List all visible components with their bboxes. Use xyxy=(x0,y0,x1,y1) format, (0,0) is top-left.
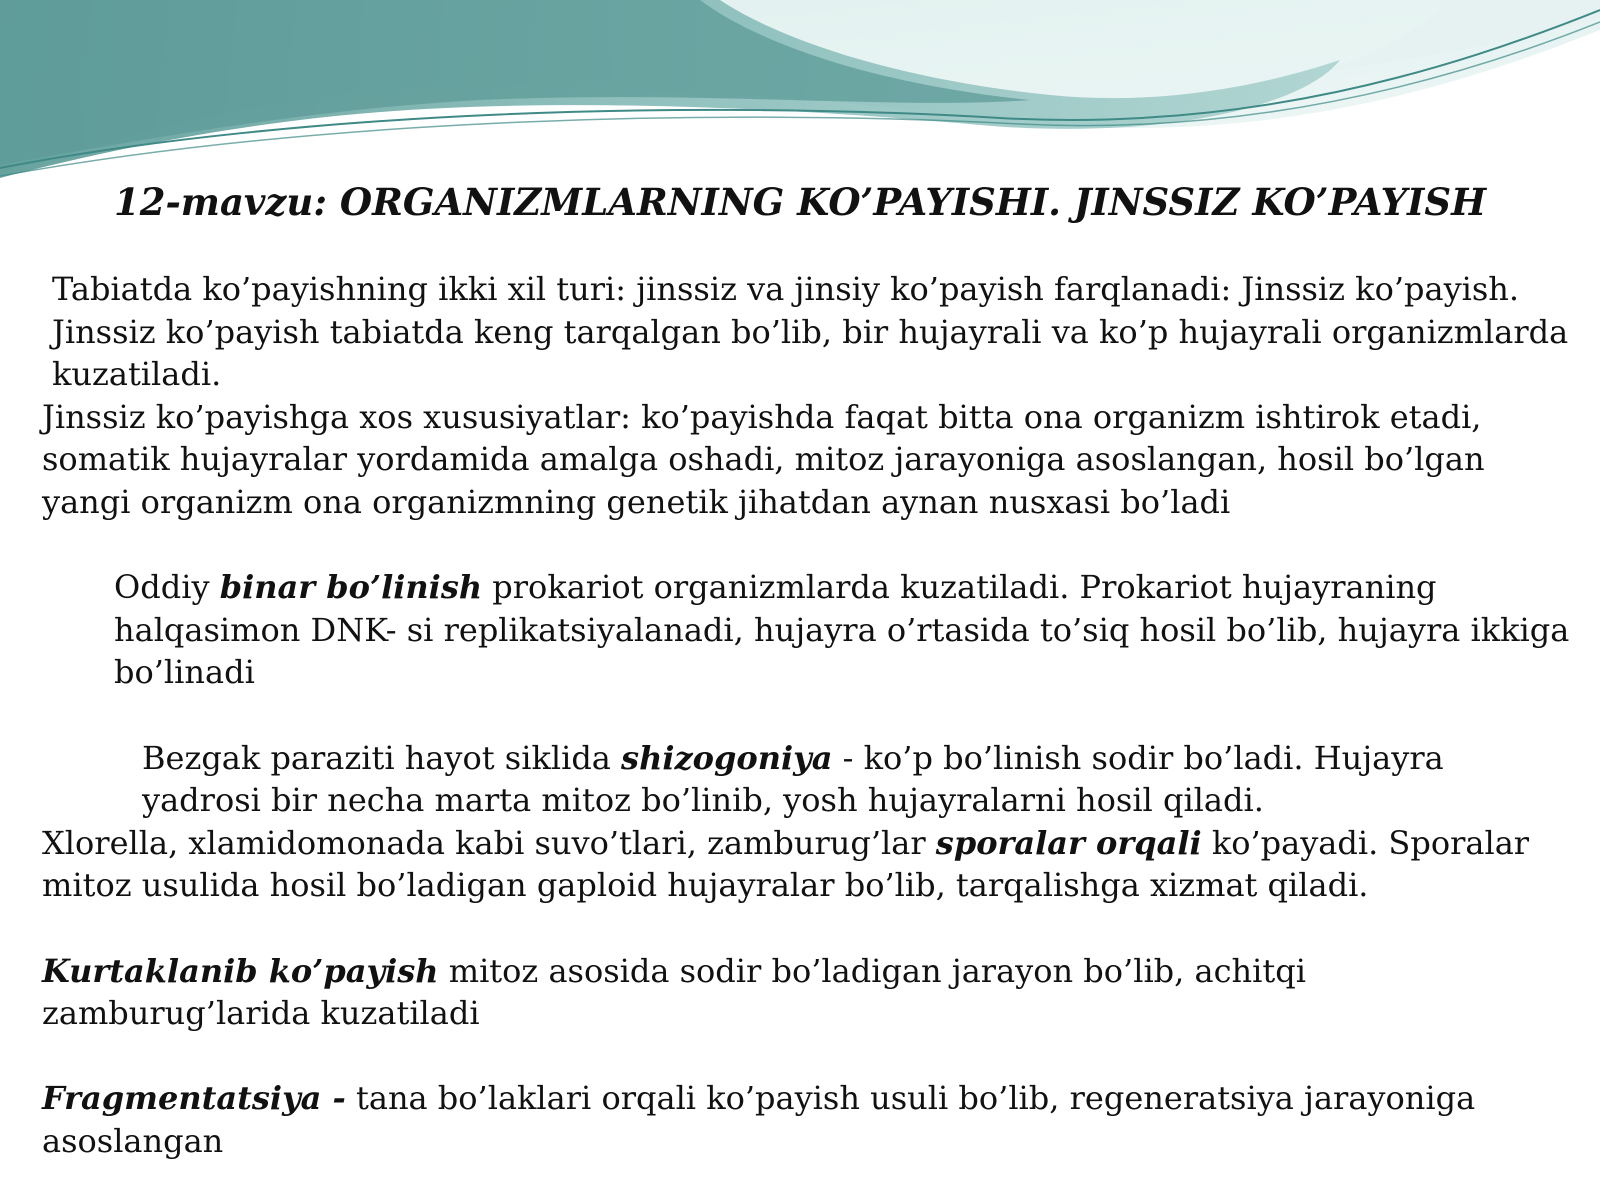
fragmentation-paragraph xyxy=(42,1077,1572,1162)
intro-paragraph: Tabiatda ko’payishning ikki xil turi: jinssiz va jinsiy ko’payish farqlanadi: Jinssiz ko’payish. Jinssiz ko’payish tabiatda keng tarqalgan bo’lib, bir hujayrali va ko’p hujayrali organizmlarda kuzatiladi. xyxy=(52,270,1569,394)
slide-title: 12-mavzu: ORGANIZMLARNING KO’PAYISHI. JINSSIZ KO’PAYISH xyxy=(113,180,1487,224)
features-paragraph: Jinssiz ko’payishga xos xususiyatlar: ko’payishda faqat bitta ona organizm ishtirok etadi, somatik hujayralar yordamida amalga oshadi, mitoz jarayoniga asoslangan, hosil bo’lgan yangi organizm ona organizmning genetik jihatdan aynan nusxasi bo’ladi xyxy=(42,397,1485,521)
schizogony-term: shizogoniya xyxy=(621,738,833,777)
schizogony-after-text: - ko’p bo’linish sodir bo’ladi. Hujayra yadrosi bir necha marta mitoz bo’linib, yosh hujayralarni hosil qiladi. xyxy=(142,738,1444,820)
budding-term: Kurtaklanib ko’payish xyxy=(42,951,439,990)
budding-after-text: mitoz asosida sodir bo’ladigan jarayon bo’lib, achitqi zamburug’larida kuzatiladi xyxy=(42,951,1306,1033)
spacer xyxy=(42,1035,1572,1078)
binary-fission-term: binar bo’linish xyxy=(219,568,483,607)
spacer xyxy=(42,694,1572,737)
binary-fission-paragraph xyxy=(42,566,1572,694)
slide-body xyxy=(42,268,1572,1162)
budding-paragraph xyxy=(42,950,1572,1035)
spacer xyxy=(42,524,1572,567)
binary-before-text: Oddiy xyxy=(114,568,220,607)
binary-after-text: prokariot organizmlarda kuzatiladi. Prokariot hujayraning halqasimon DNK- si replikatsiyalanadi, hujayra o’rtasida to’siq hosil bo’lib, hujayra ikkiga bo’linadi xyxy=(114,568,1570,692)
spores-term: sporalar orqali xyxy=(935,823,1202,862)
schizogony-before-text: Bezgak paraziti hayot siklida xyxy=(142,738,622,777)
schizogony-paragraph xyxy=(42,737,1572,822)
spores-before-text: Xlorella, xlamidomonada kabi suvo’tlari, zamburug’lar xyxy=(42,823,936,862)
spores-paragraph xyxy=(42,822,1572,907)
spacer xyxy=(42,907,1572,950)
spores-after-text: ko’payadi. Sporalar mitoz usulida hosil bo’ladigan gaploid hujayralar bo’lib, tarqalishga xizmat qiladi. xyxy=(42,823,1530,905)
fragmentation-after-text: tana bo’laklari orqali ko’payish usuli bo’lib, regeneratsiya jarayoniga asoslangan xyxy=(42,1079,1476,1160)
fragmentation-term: Fragmentatsiya - xyxy=(42,1079,346,1118)
